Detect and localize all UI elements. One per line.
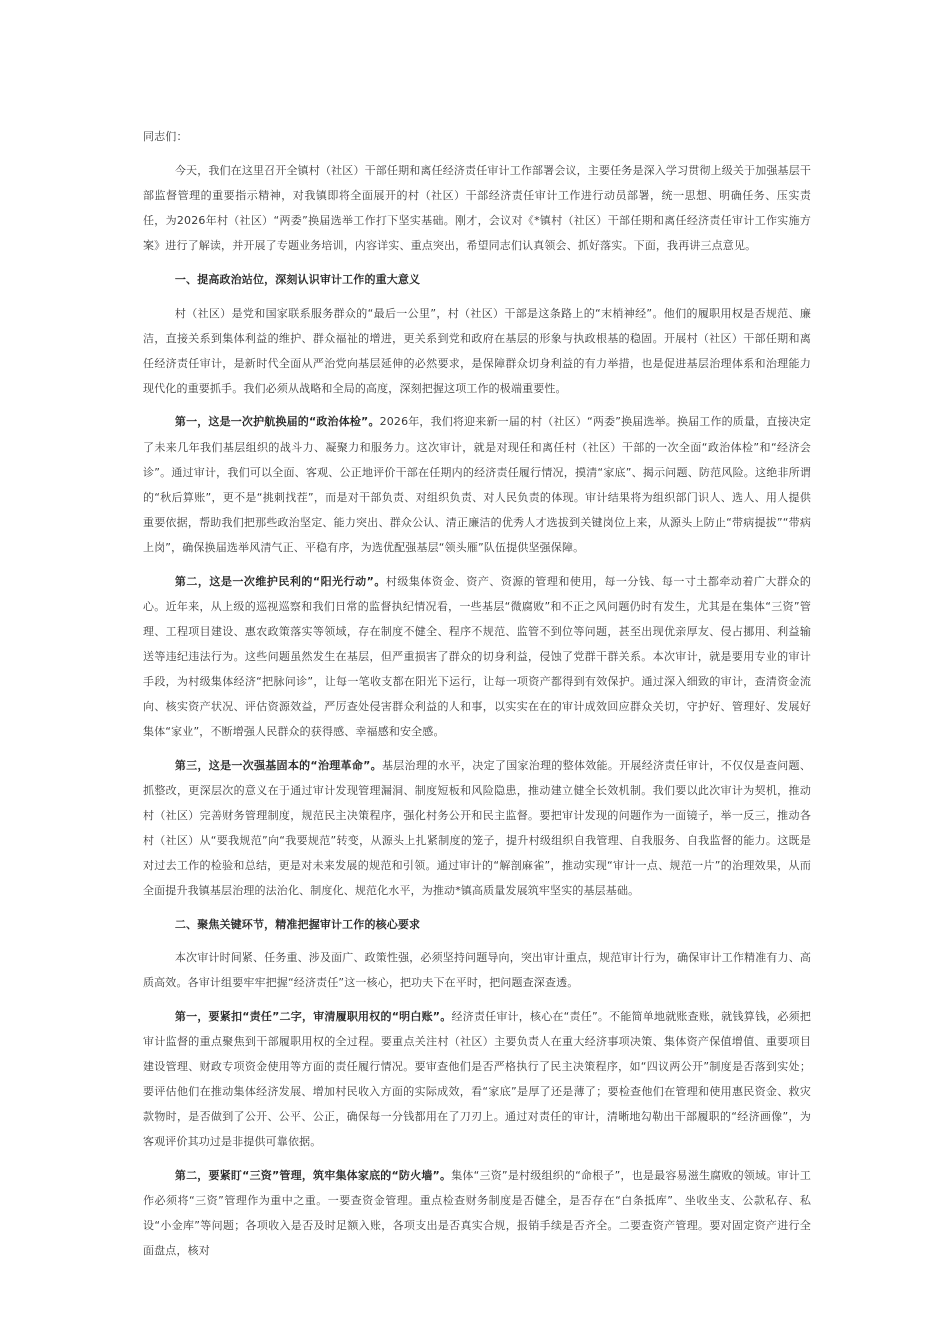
section-1-point-1: [143, 409, 811, 560]
point-text: 基层治理的水平，决定了国家治理的整体效能。开展经济责任审计，不仅仅是查问题、抓整改，更深层次的意义在于通过审计发现管理漏洞、制度短板和风险隐患，推动建立健全长效机制。我们要以此次审计为契机，推动村（社区）完善财务管理制度，规范民主决策程序，强化村务公开和民主监督。要把审计发现的问题作为一面镜子，举一反三，推动各村（社区）从“要我规范”向“我要规范”转变，从源头上扎紧制度的笼子，提升村级组织自我管理、自我服务、自我监督的能力。这既是对过去工作的检验和总结，更是对未来发展的规范和引领。通过审计的“解剖麻雀”，推动实现“审计一点、规范一片”的治理效果，从而全面提升我镇基层治理的法治化、制度化、规范化水平，为推动*镇高质量发展筑牢坚实的基层基础。: [143, 758, 811, 898]
section-2-point-2: [143, 1163, 811, 1263]
salutation: 同志们：: [143, 130, 188, 143]
point-lead: 第一，要紧扣“责任”二字，审清履职用权的“明白账”。: [174, 1010, 452, 1023]
section-1-point-3: [143, 753, 811, 904]
section-heading-2: 二、聚焦关键环节，精准把握审计工作的核心要求: [174, 917, 421, 931]
section-1-point-2: [143, 569, 811, 745]
point-lead: 第一，这是一次护航换届的“政治体检”。: [174, 415, 380, 429]
point-text: 2026年，我们将迎来新一届的村（社区）“两委”换届选举。换届工作的质量，直接决定了未来几年我们基层组织的战斗力、凝聚力和服务力。这次审计，就是对现任和离任村（社区）干部的一次全面“政治体检”和“经济会诊”。通过审计，我们可以全面、客观、公正地评价干部在任期内的经济责任履行情况，摸清“家底”、揭示问题、防范风险。这绝非所谓的“秋后算账”，更不是“挑刺找茬”，而是对干部负责、对组织负责、对人民负责的体现。审计结果将为组织部门识人、选人、用人提供重要依据，帮助我们把那些政治坚定、能力突出、群众公认、清正廉洁的优秀人才选拔到关键岗位上来，从源头上防止“带病提拔”“带病上岗”，确保换届选举风清气正、平稳有序，为选优配强基层“领头雁”队伍提供坚强保障。: [143, 415, 811, 554]
section-2-point-1: [143, 1004, 811, 1155]
point-text: 村级集体资金、资产、资源的管理和使用，每一分钱、每一寸土都牵动着广大群众的心。近年来，从上级的巡视巡察和我们日常的监督执纪情况看，一些基层“微腐败”和不正之风问题仍时有发生，尤其是在集体“三资”管理、工程项目建设、惠农政策落实等领域，存在制度不健全、程序不规范、监管不到位等问题，甚至出现优亲厚友、侵占挪用、利益输送等违纪违法行为。这些问题虽然发生在基层，但严重损害了群众的切身利益，侵蚀了党群干群关系。本次审计，就是要用专业的审计手段，为村级集体经济“把脉问诊”，让每一笔收支都在阳光下运行，让每一项资产都得到有效保护。通过深入细致的审计，查清资金流向、核实资产状况、评估资源效益，严厉查处侵害群众利益的人和事，以实实在在的审计成效回应群众关切，守护好、管理好、发展好集体“家业”，不断增强人民群众的获得感、幸福感和安全感。: [143, 574, 811, 739]
point-lead: 第三，这是一次强基固本的“治理革命”。: [174, 758, 382, 772]
intro-paragraph: 今天，我们在这里召开全镇村（社区）干部任期和离任经济责任审计工作部署会议，主要任务是深入学习贯彻上级关于加强基层干部监督管理的重要指示精神，对我镇即将全面展开的村（社区）干部经济责任审计工作进行动员部署，统一思想、明确任务、压实责任，为2026年村（社区）“两委”换届选举工作打下坚实基础。刚才，会议对《*镇村（社区）干部任期和离任经济责任审计工作实施方案》进行了解读，并开展了专题业务培训，内容详实、重点突出，希望同志们认真领会、抓好落实。下面，我再讲三点意见。: [143, 164, 811, 253]
point-lead: 第二，要紧盯“三资”管理，筑牢集体家底的“防火墙”。: [174, 1169, 452, 1183]
section-heading-1: 一、提高政治站位，深刻认识审计工作的重大意义: [174, 272, 421, 286]
section-2-intro: 本次审计时间紧、任务重、涉及面广、政策性强，必须坚持问题导向，突出审计重点，规范审计行为，确保审计工作精准有力、高质高效。各审计组要牢牢把握“经济责任”这一核心，把功夫下在平时，把问题查深查透。: [143, 951, 811, 990]
section-1-intro: 村（社区）是党和国家联系服务群众的“最后一公里”，村（社区）干部是这条路上的“末梢神经”。他们的履职用权是否规范、廉洁，直接关系到集体利益的维护、群众福祉的增进，更关系到党和政府在基层的形象与执政根基的稳固。开展村（社区）干部任期和离任经济责任审计，是新时代全面从严治党向基层延伸的必然要求，是保障群众切身利益的有力举措，也是促进基层治理体系和治理能力现代化的重要抓手。我们必须从战略和全局的高度，深刻把握这项工作的极端重要性。: [143, 306, 811, 395]
point-text: 经济责任审计，核心在“责任”。不能简单地就账查账，就钱算钱，必须把审计监督的重点聚焦到干部履职用权的全过程。要重点关注村（社区）主要负责人在重大经济事项决策、集体资产保值增值、重要项目建设管理、财政专项资金使用等方面的责任履行情况。要审查他们是否严格执行了民主决策程序，如“四议两公开”制度是否落到实处；要评估他们在推动集体经济发展、增加村民收入方面的实际成效，看“家底”是厚了还是薄了；要检查他们在管理和使用惠民资金、救灾款物时，是否做到了公开、公平、公正，确保每一分钱都用在了刀刃上。通过对责任的审计，清晰地勾勒出干部履职的“经济画像”，为客观评价其功过是非提供可靠依据。: [143, 1010, 811, 1149]
point-text: 集体“三资”是村级组织的“命根子”，也是最容易滋生腐败的领域。审计工作必须将“三资”管理作为重中之重。一要查资金管理。重点检查财务制度是否健全，是否存在“白条抵库”、坐收坐支、公款私存、私设“小金库”等问题；各项收入是否及时足额入账，各项支出是否真实合规，报销手续是否齐全。二要查资产管理。要对固定资产进行全面盘点，核对: [143, 1169, 811, 1258]
document-body: [143, 124, 811, 1272]
point-lead: 第二，这是一次维护民利的“阳光行动”。: [174, 574, 386, 588]
